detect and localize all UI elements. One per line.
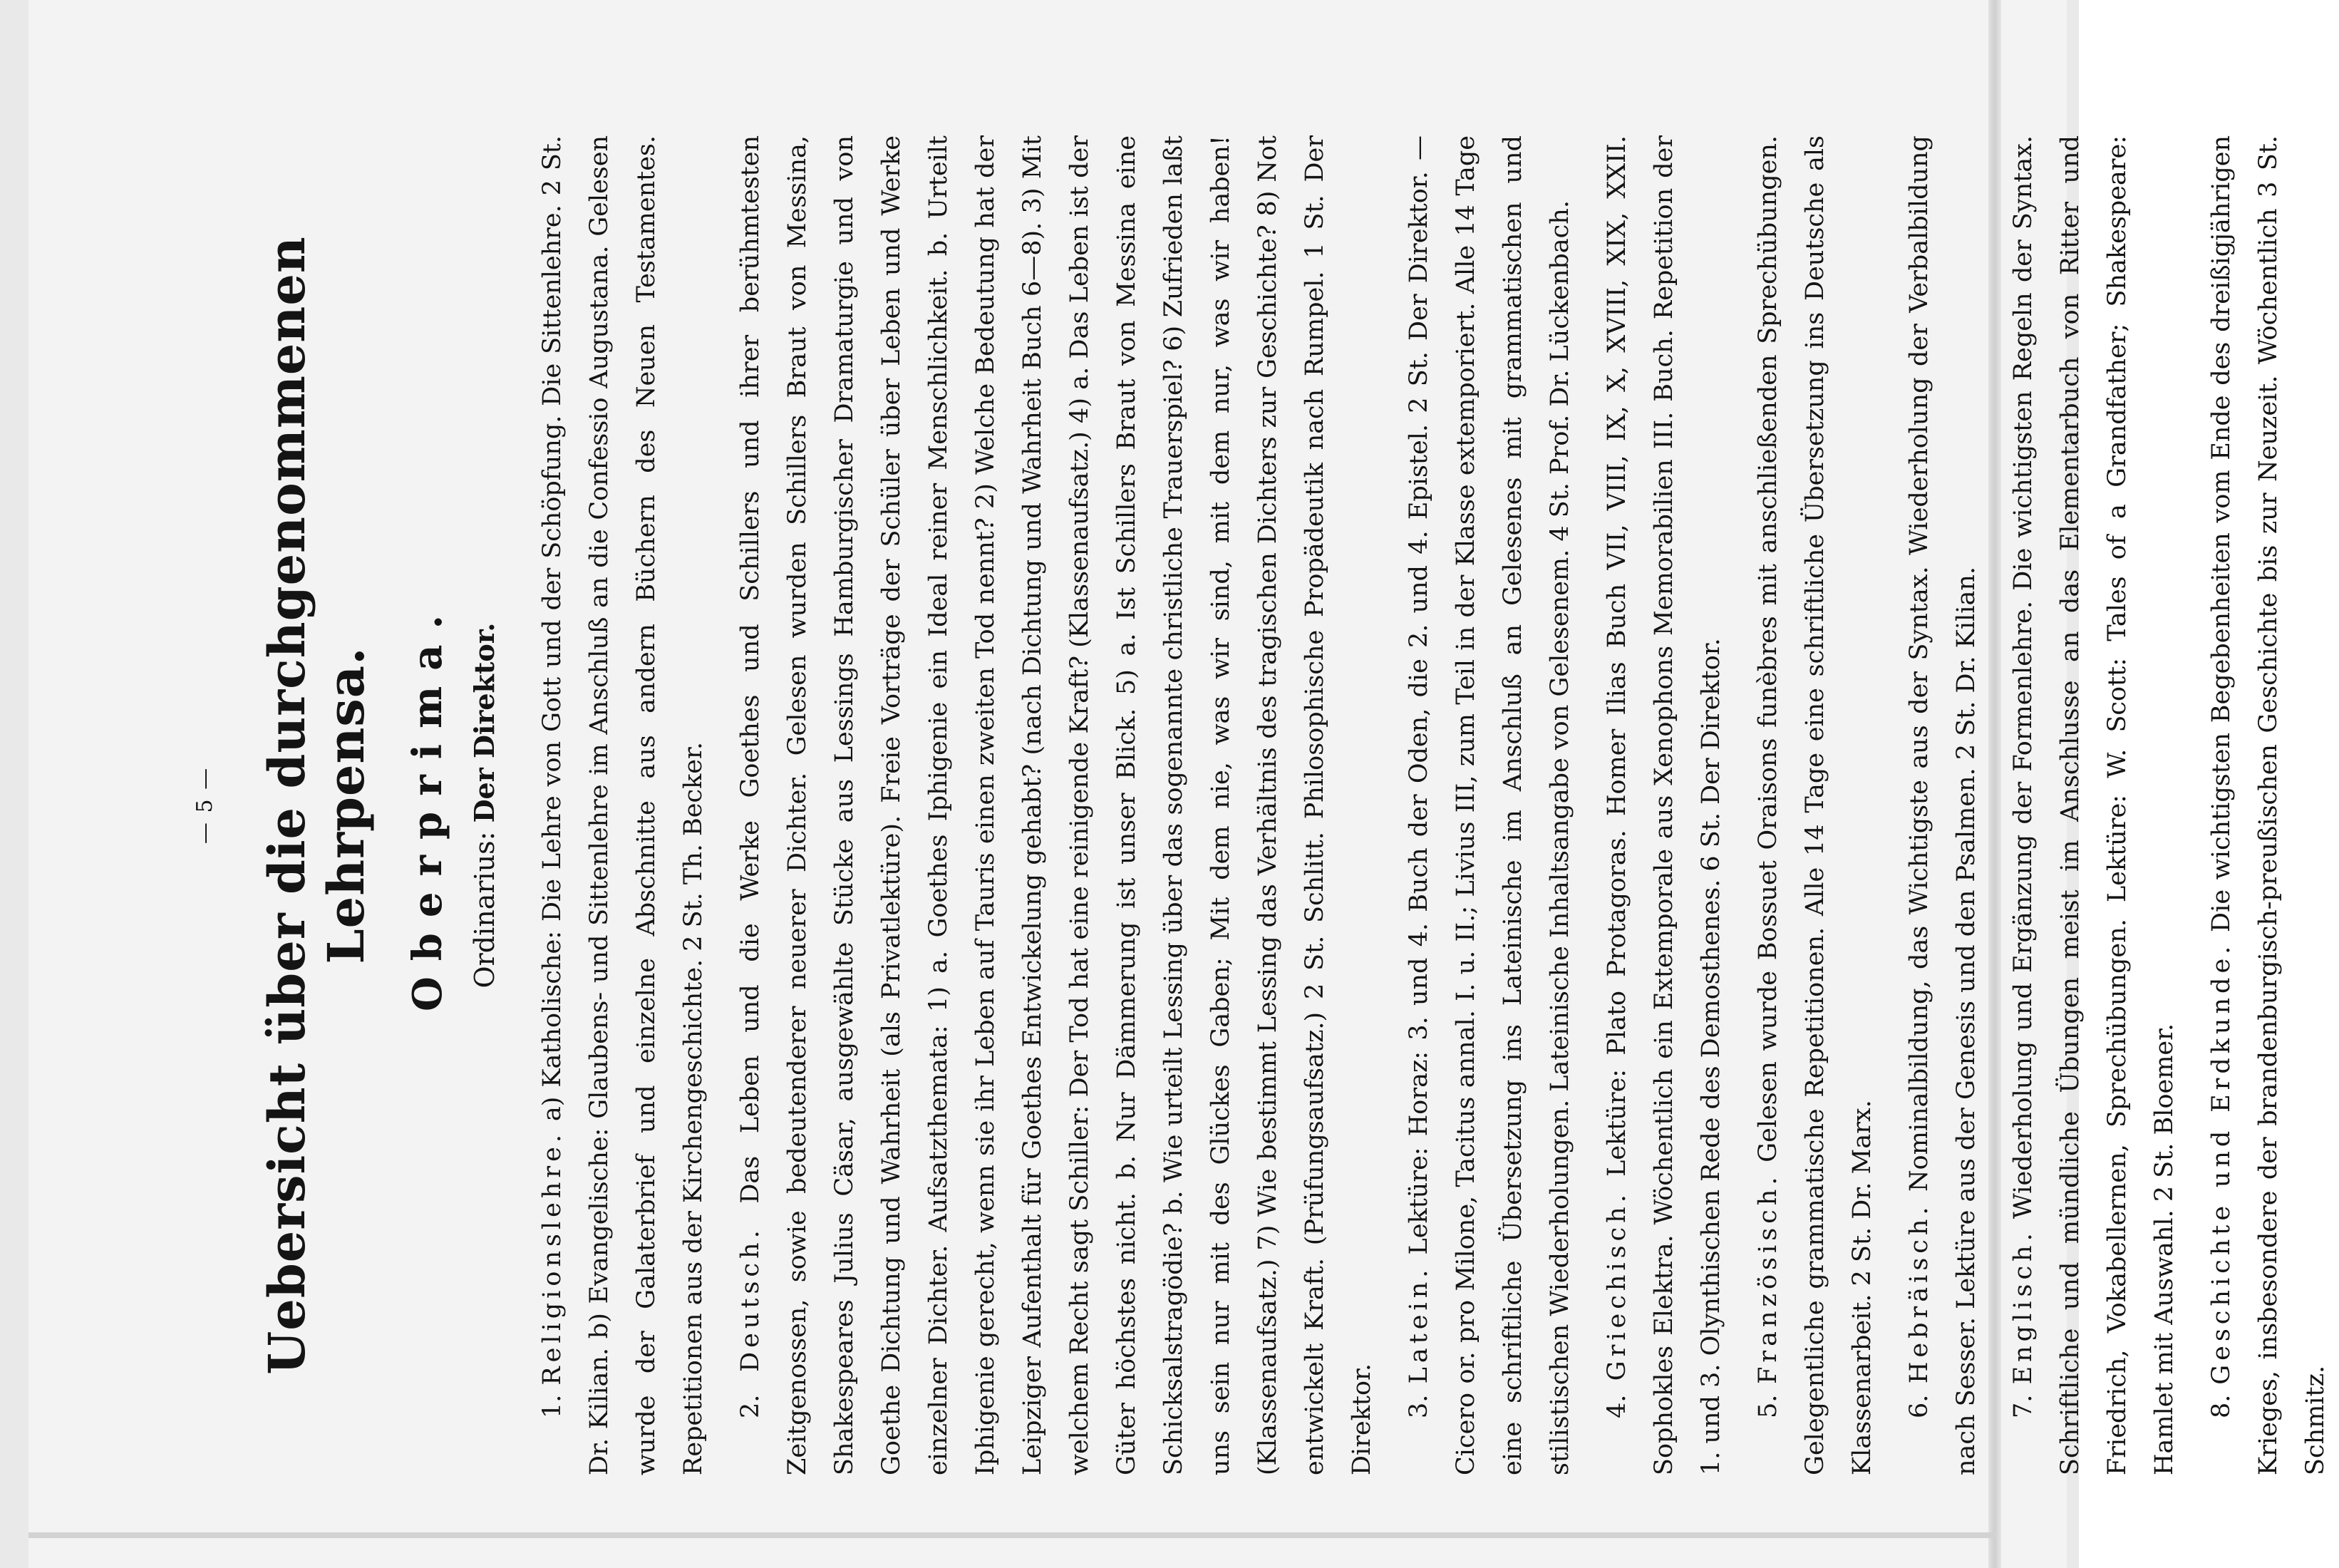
ordinarius-label: Ordinarius: xyxy=(469,831,500,989)
section-number: 4. xyxy=(1603,1394,1631,1418)
section-subject: Griechisch. xyxy=(1603,1190,1631,1381)
section-subject: Latein. xyxy=(1405,1265,1433,1384)
section-deutsch xyxy=(727,135,1385,1475)
section-text: Wiederholung und Ergänzung der Formenlehre. Die wichtigsten Regeln der Syntax. Schriftliche und mündliche Übungen meist im Anschlusse an das Elementarbuch von Ritter und Friedrich, Vokabellernen, Sprechübungen. Lektüre: W. Scott: Tales of a Grandfather; Shakespeare: Hamlet mit Auswahl. 2 St. Bloemer. xyxy=(2009,135,2179,1475)
section-number: 7. xyxy=(2009,1394,2038,1418)
section-number: 5. xyxy=(1754,1394,1782,1418)
section-number: 8. xyxy=(2207,1394,2236,1418)
section-text: a) Katholische: Die Lehre von Gott und der Schöpfung. Die Sittenlehre. 2 St. Dr. Kilian. b) Evangelische: Glaubens- und Sittenlehre im Anschluß an die Confessio Augustana. Gelesen wurde der Galaterbrief und einzelne Abschnitte aus andern Büchern des Neuen Testamentes. Repetitionen aus der Kirchengeschichte. 2 St. Th. Becker. xyxy=(538,135,708,1475)
section-hebraeisch xyxy=(1896,135,1990,1475)
section-text: Die wichtigsten Begebenheiten vom Ende des dreißigjährigen Krieges, insbesondere der brandenburgisch-preußischen Geschichte bis zur Neuzeit. Wöchentlich 3 St. Schmitz. xyxy=(2207,135,2330,1475)
section-griechisch xyxy=(1594,135,1735,1475)
section-number: 3. xyxy=(1405,1394,1433,1418)
section-religion xyxy=(529,135,717,1475)
ordinarius-name: Der Direktor. xyxy=(468,622,500,823)
section-subject: Hebräisch. xyxy=(1905,1202,1933,1384)
section-text: Das Leben und die Werke Goethes und Schillers und ihrer berühmtesten Zeitgenossen, sowie bedeutenderer neuerer Dichter. Gelesen wurden Schillers Braut von Messina, Shakespeares Julius Cäsar, ausgewählte Stücke aus Lessings Hamburgischer Dramaturgie und von Goethe Dichtung und Wahrheit (als Privatlektüre). Freie Vorträge der Schüler über Leben und Werke einzelner Dichter. Aufsatzthemata: 1) a. Goethes Iphigenie ein Ideal reiner Menschlichkeit. b. Urteilt Iphigenie gerecht, wenn sie ihr Leben auf Tauris einen zweiten Tod nennt? 2) Welche Bedeutung hat der Leipziger Aufenthalt für Goethes Entwickelung gehabt? (nach Dichtung und Wahrheit Buch 6—8). 3) Mit welchem Recht sagt Schiller: Der Tod hat eine reinigende Kraft? (Klassenaufsatz.) 4) a. Das Leben ist der Güter höchstes nicht. b. Nur Dämmerung ist unser Blick. 5) a. Ist Schillers Braut von Messina eine Schicksalstragödie? b. Wie urteilt Lessing über das sogenannte christliche Trauerspiel? 6) Zufrieden laßt uns sein nur mit des Glückes Gaben; Mit dem nie, was wir sind, mit dem nur, was wir haben! (Klassenaufsatz.) 7) Wie bestimmt Lessing das Verhältnis des tragischen Dichters zur Geschichte? 8) Not entwickelt Kraft. (Prüfungsaufsatz.) 2 St. Schlitt. Philosophische Propädeutik nach Rumpel. 1 St. Der Direktor. xyxy=(736,135,1376,1475)
section-subject: Religionslehre. xyxy=(538,1130,567,1386)
page-number: — 5 — xyxy=(192,766,217,845)
section-number: 6. xyxy=(1905,1394,1933,1418)
section-latein xyxy=(1395,135,1584,1475)
lesson-sections xyxy=(529,135,2339,1475)
section-text: Lektüre: Horaz: 3. und 4. Buch der Oden, die 2. und 4. Epistel. 2 St. Der Direktor. — Cicero or. pro Milone, Tacitus annal. I. u. II.; Livius III, zum Teil in der Klasse extemporiert. Alle 14 Tage eine schriftliche Übersetzung ins Lateinische im Anschluß an Gelesenes mit grammatischen und stilistischen Wiederholungen. Lateinische Inhaltsangabe von Gelesenem. 4 St. Prof. Dr. Lückenbach. xyxy=(1405,135,1574,1475)
section-number: 1. xyxy=(538,1394,567,1418)
section-text: Gelesen wurde Bossuet Oraisons funèbres mit anschließenden Sprechübungen. Gelegentliche grammatische Repetitionen. Alle 14 Tage eine schriftliche Übersetzung ins Deutsche als Klassenarbeit. 2 St. Dr. Marx. xyxy=(1754,135,1876,1475)
section-text: Nominalbildung, das Wichtigste aus der Syntax. Wiederholung der Verbalbildung nach Sesser. Lektüre aus der Genesis und den Psalmen. 2 St. Dr. Kilian. xyxy=(1905,135,1981,1475)
section-number: 2. xyxy=(736,1394,765,1418)
section-subject: Geschichte und Erdkunde. xyxy=(2207,942,2236,1385)
section-subject: Englisch. xyxy=(2009,1229,2038,1385)
page-edge xyxy=(29,1532,1995,1538)
class-heading: Oberprima. xyxy=(404,599,451,1012)
section-subject: Deutsch. xyxy=(736,1226,765,1372)
section-franzoesisch xyxy=(1745,135,1886,1475)
section-text: Lektüre: Plato Protagoras. Homer Ilias Buch VII, VIII, IX, X, XVIII, XIX, XXII. Sophokles Elektra. Wöchentlich ein Extemporale aus Xenophons Memorabilien III. Buch. Repetition der 1. und 3. Olynthischen Rede des Demosthenes. 6 St. Der Direktor. xyxy=(1603,135,1725,1475)
section-subject: Französisch. xyxy=(1754,1172,1782,1384)
ordinarius-line xyxy=(468,135,500,1475)
page-title: Uebersicht über die durchgenommenen Lehrpensa. xyxy=(257,236,376,1375)
section-geschichte xyxy=(2198,135,2339,1475)
section-englisch xyxy=(2000,135,2188,1475)
printed-page xyxy=(192,135,2330,1475)
